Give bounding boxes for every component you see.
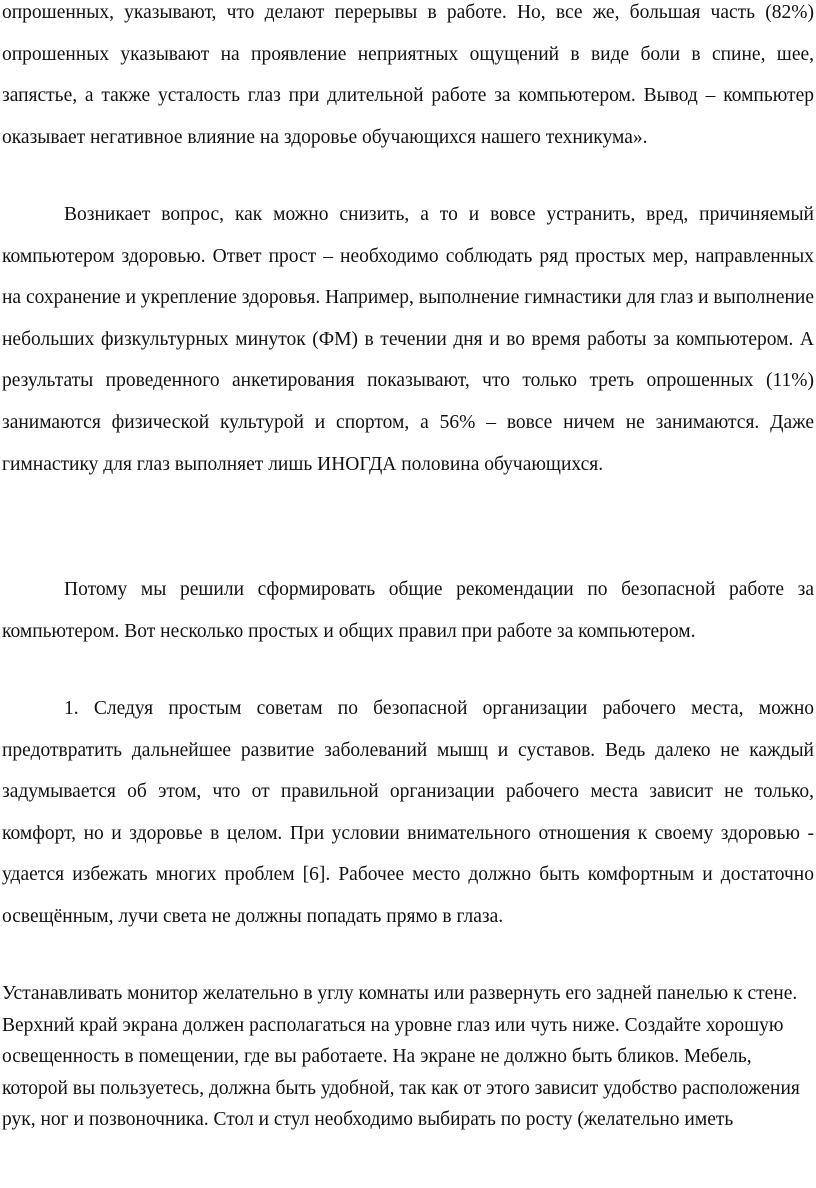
paragraph-question: Возникает вопрос, как можно снизить, а то и вовсе устранить, вред, причиняемый компьютером здоровью. Ответ прост – необходимо соблюдать ряд простых мер, направленных на сохранение и укрепление здоровья. Например, выполнение гимнастики для глаз и выполнение небольших физкультурных минуток (ФМ) в течении дня и во время работы за компьютером. А результаты проведенного анкетирования показывают, что только треть опрошенных (11%) занимаются физической культурой и спортом, а 56% – вовсе ничем не занимаются. Даже гимнастику для глаз выполняет лишь ИНОГДА половина обучающихся. (2, 204, 814, 475)
paragraph-recommendations-intro: Потому мы решили сформировать общие рекомендации по безопасной работе за компьютером. Вот несколько простых и общих правил при работе за компьютером. (2, 579, 814, 642)
paragraph-survey-results: опрошенных, указывают, что делают перерывы в работе. Но, все же, большая часть (82%) опрошенных указывают на проявление неприятных ощущений в виде боли в спине, шее, запястье, а также усталость глаз при длительной работе за компьютером. Вывод – компьютер оказывает негативное влияние на здоровье обучающихся нашего техникума». (2, 2, 814, 148)
paragraph-monitor-setup: Устанавливать монитор желательно в углу комнаты или развернуть его задней панелью к стене. Верхний край экрана должен располагаться на уровне глаз или чуть ниже. Создайте хорошую освещенность в помещении, где вы работаете. На экране не должно быть бликов. Мебель, которой вы пользуетесь, должна быть удобной, так как от этого зависит удобство расположения рук, ног и позвоночника. Стол и стул необходимо выбирать по росту (желательно иметь (2, 983, 800, 1131)
paragraph-rule-1: 1. Следуя простым советам по безопасной организации рабочего места, можно предотвратить дальнейшее развитие заболеваний мышц и суставов. Ведь далеко не каждый задумывается об этом, что от правильной организации рабочего места зависит не только, комфорт, но и здоровье в целом. При условии внимательного отношения к своему здоровью - удается избежать многих проблем [6]. Рабочее место должно быть комфортным и достаточно освещённым, лучи света не должны попадать прямо в глаза. (2, 698, 814, 927)
